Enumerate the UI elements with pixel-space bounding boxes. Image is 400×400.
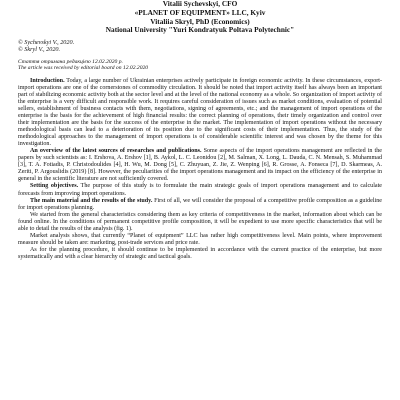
paragraph-text: As for the planning procedure, it should continue to be implemented in accordance with the current practice of the enterprise, but more systematically and with a clear hierarchy of strategic and tactical goals. [18,246,382,260]
copyright-block [18,39,382,53]
paragraph-text: Today, a large number of Ukrainian enterprises actively participate in foreign economic activity. In these circumstances, export-import operations are one of the cornerstones of commodity circulation. It should be noted that import activity itself has always been an important part of stabilizing economic activity both at the sector level and at the level of the national economy as a whole. So organization of import activity of the enterprise is a very difficult and responsible work. It requires careful consideration of issues such as market conditions, evaluation of potential sellers, establishment of business contacts with them, negotiations, signing of agreements, etc.; and the management of import operations of the enterprise is the basis for the achievement of high financial results: the correct planning of operations, their timely organization and control over their implementation are the basis for the success of the enterprise in the market. The implementation of import operations without the necessary methodological basis can lead to a deterioration of its position due to the significant costs of their implementation. Thus, the study of the methodological approaches to the management of import operations is of considerable scientific interest and was chosen by the theme for this investigation. [18,77,382,148]
paragraph-introduction [18,78,382,148]
paragraph-lead: An overview of the latest sources of researches and publications. [30,148,202,155]
paragraph-lead: Introduction. [30,77,65,84]
paragraph-main-material [18,198,382,212]
paragraph-lead: Setting objectives. [30,183,79,190]
copyright-line: © Sychevskyi V., 2020. [18,39,75,47]
author-1: Vitalii Sychevskyi, CFO [162,0,238,8]
company-affiliation: «PLANET OF EQUIPMENT» LLC, Kyiv [134,7,266,17]
received-ukrainian: Стаття отримана редакцією 12.02.2020 р. [18,58,123,65]
received-note [18,59,382,72]
paragraph-body [18,212,382,233]
author-block [18,0,382,35]
paragraph-text: Some aspects of the import operations management are reflected in the papers by such scientists as: I. Ershova, A. Ershov [1], B. Aykol, L. C. Leonidou [2], M. Salman, X. Long, L. Dauda, C. N. Mensah, S. Muhammad [3], T. A. Fotiadis, P. Christodoulides [4], H. Wu, M. Dong [5], C. Zhuyuan, Z. Jie, Z. Wenping [6], R. Grosse, A. Fonseca [7], D. Skarmeas, A. Zeriti, P. Argouslidis (2019) [8]. However, the peculiarities of the import operations management and its impact on the efficiency of the enterprise in general in the scientific literature are not sufficiently covered. [18,148,382,183]
paragraph-body [18,247,382,261]
paragraph-body [18,233,382,247]
paragraph-text: We started from the general characteristics considering them as key criteria of competitiveness in the market, information about which can be found online. In the conditions of permanent competitive profile composition, it will be expedient to use more specific characteristics that will be able to detail the results of the analysis (fig. 1). [18,211,382,232]
paragraph-objectives [18,183,382,197]
copyright-line: © Skryl V., 2020. [18,46,61,54]
author-2: Vitaliia Skryl, PhD (Economics) [150,16,250,26]
paragraph-text: Market analysis shows, that currently “Planet of equipment” LLC has rather high competitiveness level. Main points, where improvement measure should be taken are: marketing, post-trade services and price rate. [18,232,382,246]
university-affiliation: National University "Yuri Kondratyuk Poltava Polytechnic" [105,25,295,35]
article-body [18,78,382,261]
paragraph-text: First of all, we will consider the proposal of a competitive profile composition as a guideline for import operations planning. [18,197,383,211]
paragraph-lead: The main material and the results of the study. [30,197,153,204]
paragraph-text: The purpose of this study is to formulate the main strategic goals of import operations management and to calculate forecasts from improving import operations. [18,183,382,197]
paragraph-overview [18,148,382,183]
received-english: The article was received by editorial board on 12.02.2020 [18,65,149,72]
